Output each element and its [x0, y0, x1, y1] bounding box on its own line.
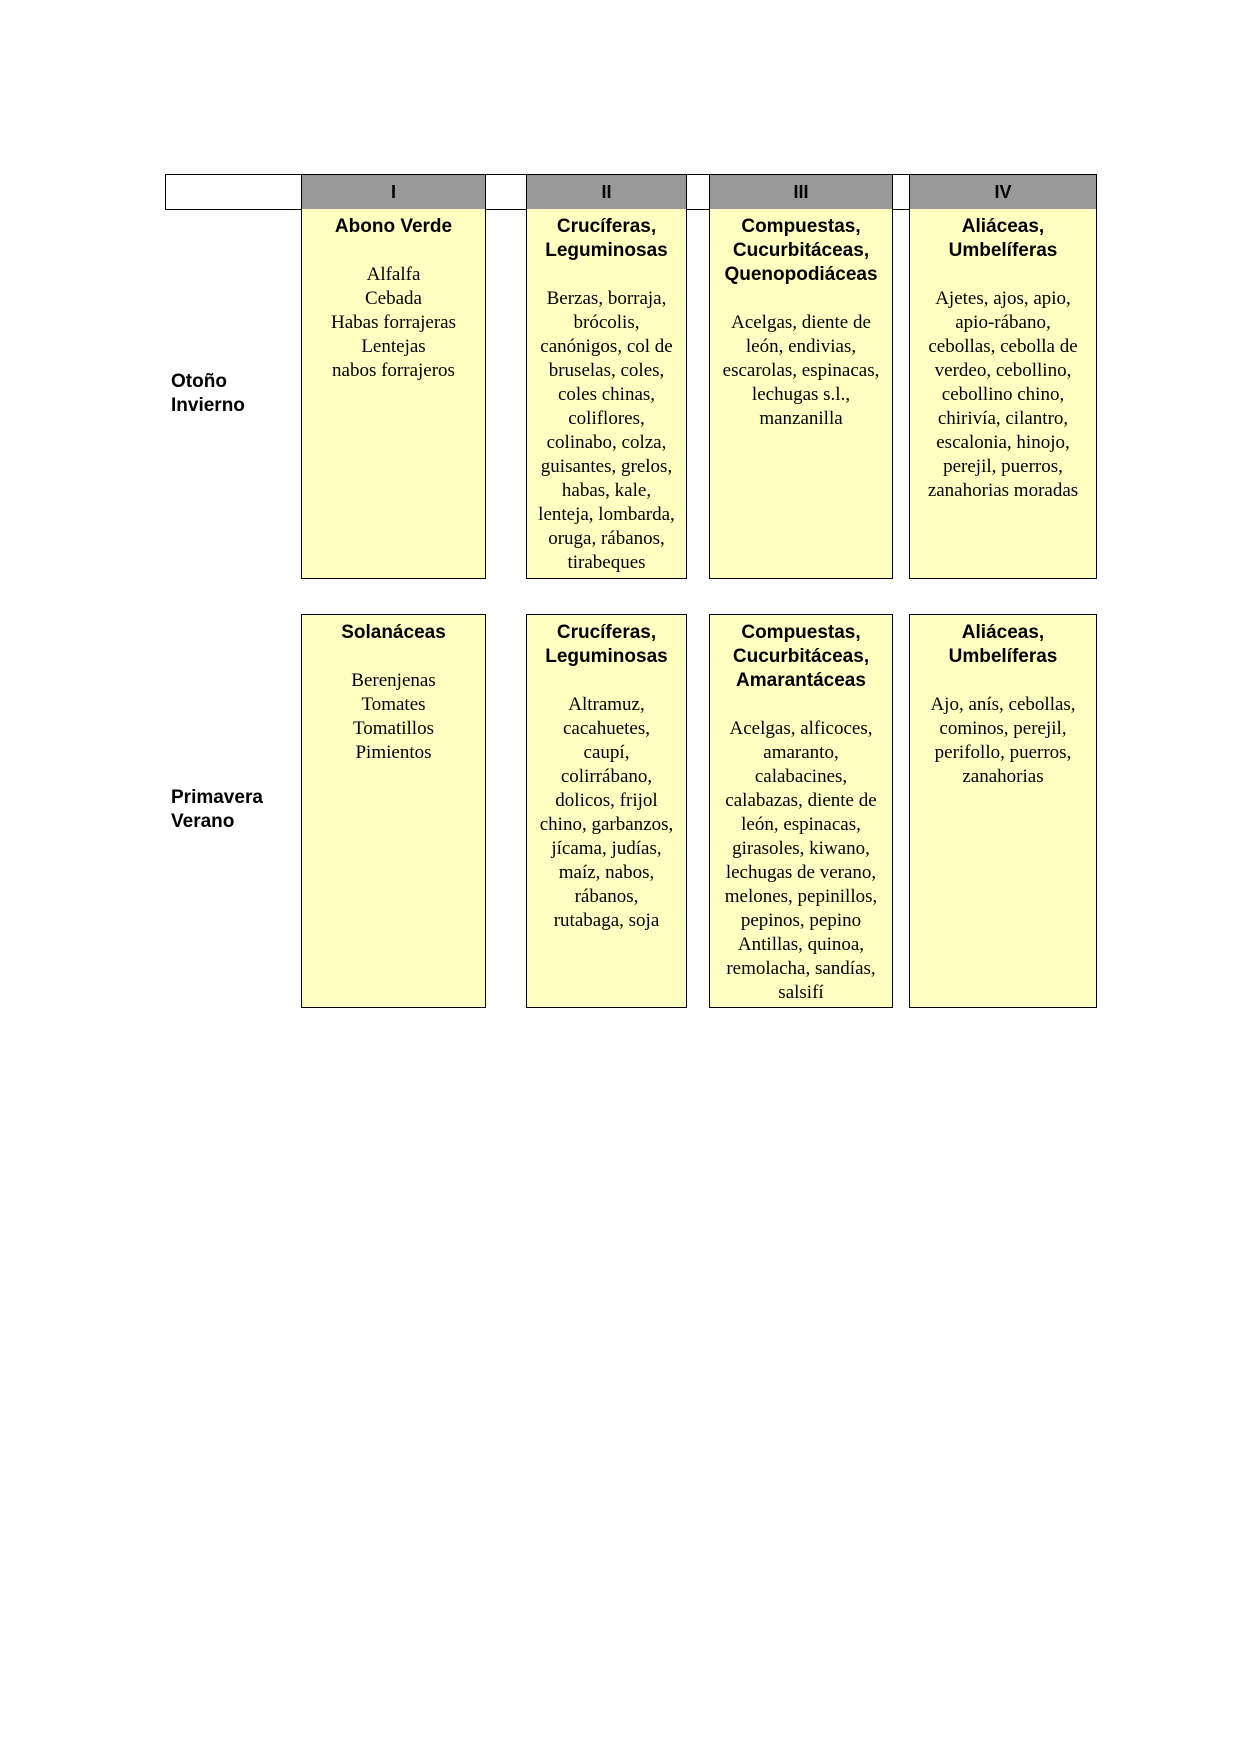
rotation-cell-spring-ii [526, 614, 687, 1008]
column-header-iv: IV [909, 174, 1097, 210]
family-title: Crucíferas, Leguminosas [545, 622, 668, 667]
header-gap-cell [485, 174, 527, 210]
crop-list: Altramuz, cacahuetes, caupí, colirrábano, dolicos, frijol chino, garbanzos, jícama, judías, maíz, nabos, rábanos, rutabaga, soja [539, 694, 674, 931]
family-title: Solanáceas [341, 622, 446, 643]
rotation-cell-autumn-i [301, 209, 486, 579]
column-header-i: I [301, 174, 486, 210]
rotation-cell-autumn-ii [526, 209, 687, 579]
family-title: Crucíferas, Leguminosas [545, 216, 668, 261]
header-gap-cell [686, 174, 710, 210]
rotation-cell-spring-i [301, 614, 486, 1008]
header-gap-cell [892, 174, 910, 210]
rotation-cell-autumn-iv [909, 209, 1097, 579]
crop-list: Berenjenas Tomates Tomatillos Pimientos [351, 670, 436, 763]
crop-list: Acelgas, diente de león, endivias, escarolas, espinacas, lechugas s.l., manzanilla [722, 312, 880, 429]
crop-list: Berzas, borraja, brócolis, canónigos, col de bruselas, coles, coles chinas, coliflores, colinabo, colza, guisantes, grelos, habas, kale, lenteja, lombarda, oruga, rábanos, tirabeques [538, 288, 675, 573]
family-title: Aliáceas, Umbelíferas [948, 622, 1058, 667]
season-label-autumn-winter: Otoño Invierno [171, 371, 245, 416]
season-label-spring-summer: Primavera Verano [171, 787, 263, 832]
crop-list: Ajetes, ajos, apio, apio-rábano, cebollas, cebolla de verdeo, cebollino, cebollino chino, chirivía, cilantro, escalonia, hinojo, perejil, puerros, zanahorias moradas [927, 288, 1079, 501]
header-blank-cell [165, 174, 302, 210]
family-title: Compuestas, Cucurbitáceas, Amarantáceas [732, 622, 870, 691]
family-title: Aliáceas, Umbelíferas [948, 216, 1058, 261]
rotation-cell-autumn-iii [709, 209, 893, 579]
column-header-ii: II [526, 174, 687, 210]
rotation-cell-spring-iv [909, 614, 1097, 1008]
crop-list: Acelgas, alficoces, amaranto, calabacines, calabazas, diente de león, espinacas, girasoles, kiwano, lechugas de verano, melones, pepinillos, pepinos, pepino Antillas, quinoa, remolacha, sandías, salsifí [724, 718, 878, 1003]
crop-list: Ajo, anís, cebollas, cominos, perejil, perifollo, puerros, zanahorias [930, 694, 1076, 787]
family-title: Compuestas, Cucurbitáceas, Quenopodiáceas [724, 216, 878, 285]
rotation-cell-spring-iii [709, 614, 893, 1008]
column-header-iii: III [709, 174, 893, 210]
crop-list: Alfalfa Cebada Habas forrajeras Lentejas nabos forrajeros [330, 264, 456, 381]
family-title: Abono Verde [334, 216, 453, 237]
